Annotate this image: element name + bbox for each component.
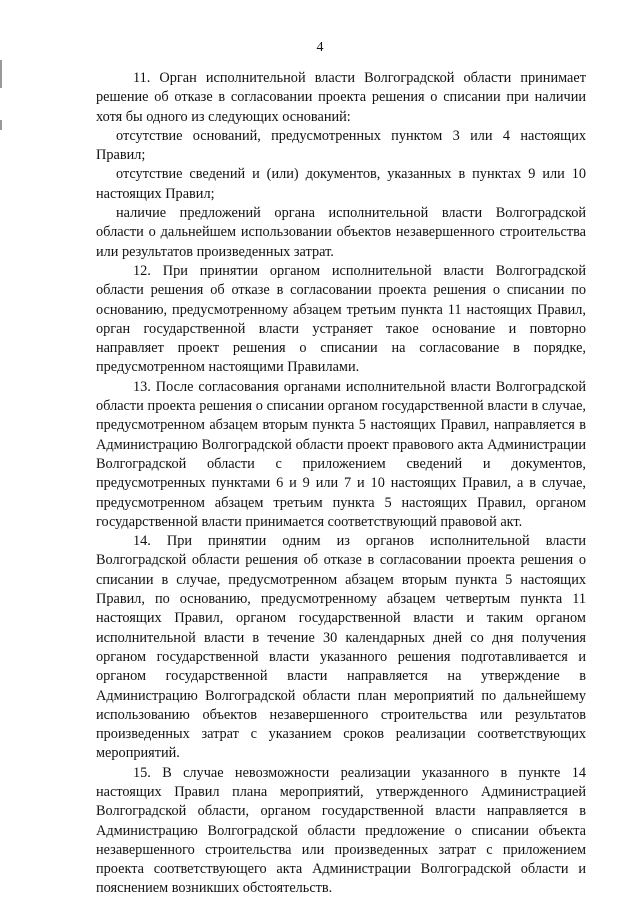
binding-mark (0, 60, 2, 88)
paragraph-11-item-1: отсутствие оснований, предусмотренных пунктом 3 или 4 настоящих Правил; (96, 127, 586, 164)
page-number: 4 (316, 40, 324, 55)
paragraph-13: 13. После согласования органами исполнительной власти Волгоградской области проекта решения о списании органом государственной власти в случае, предусмотренном абзацем вторым пункта 5 настоящих Правил, направляется в Администрацию Волгоградской области проект правового акта Администрации Волгоградской области с приложением сведений и документов, предусмотренных пунктами 6 и 9 или 7 и 10 настоящих Правил, а в случае, предусмотренном абзацем третьим пункта 5 настоящих Правил, органом государственной власти принимается соответствующий правовой акт. (96, 378, 586, 530)
document-body (96, 69, 586, 899)
paragraph-11-item-3: наличие предложений органа исполнительной власти Волгоградской области о дальнейшем использовании объектов незавершенного строительства или результатов произведенных затрат. (96, 205, 586, 260)
paragraph-12: 12. При принятии органом исполнительной власти Волгоградской области решения об отказе в согласовании проекта решения о списании по основанию, предусмотренному абзацем третьим пункта 11 настоящих Правил, орган государственной власти устраняет такое основание и повторно направляет проект решения о списании на согласование в порядке, предусмотренном настоящими Правилами. (96, 262, 586, 376)
paragraph-11-item-2: отсутствие сведений и (или) документов, указанных в пунктах 9 или 10 настоящих Правил; (96, 166, 586, 202)
paragraph-15: 15. В случае невозможности реализации указанного в пункте 14 настоящих Правил плана мероприятий, утвержденного Администрацией Волгоградской области, органом государственной власти направляется в Администрацию Волгоградской области предложение о списании объекта незавершенного строительства или произведенных затрат с приложением проекта соответствующего акта Администрации Волгоградской области и пояснением возникших обстоятельств. (96, 764, 586, 897)
paragraph-14: 14. При принятии одним из органов исполнительной власти Волгоградской области решения об отказе в согласовании проекта решения о списании в случае, предусмотренном абзацем вторым пункта 5 настоящих Правил, по основанию, предусмотренному абзацем четвертым пункта 11 настоящих Правил, органом государственной власти и таким органом исполнительной власти в течение 30 календарных дней со дня получения органом государственной власти указанного решения подготавливается и органом государственной власти направляется на утверждение в Администрацию Волгоградской области план мероприятий по дальнейшему использованию объектов незавершенного строительства или результатов произведенных затрат с указанием сроков реализации соответствующих мероприятий. (96, 533, 586, 762)
paragraph-11: 11. Орган исполнительной власти Волгоградской области принимает решение об отказе в согласовании проекта решения о списании при наличии хотя бы одного из следующих оснований: (96, 70, 586, 125)
binding-mark (0, 120, 2, 130)
